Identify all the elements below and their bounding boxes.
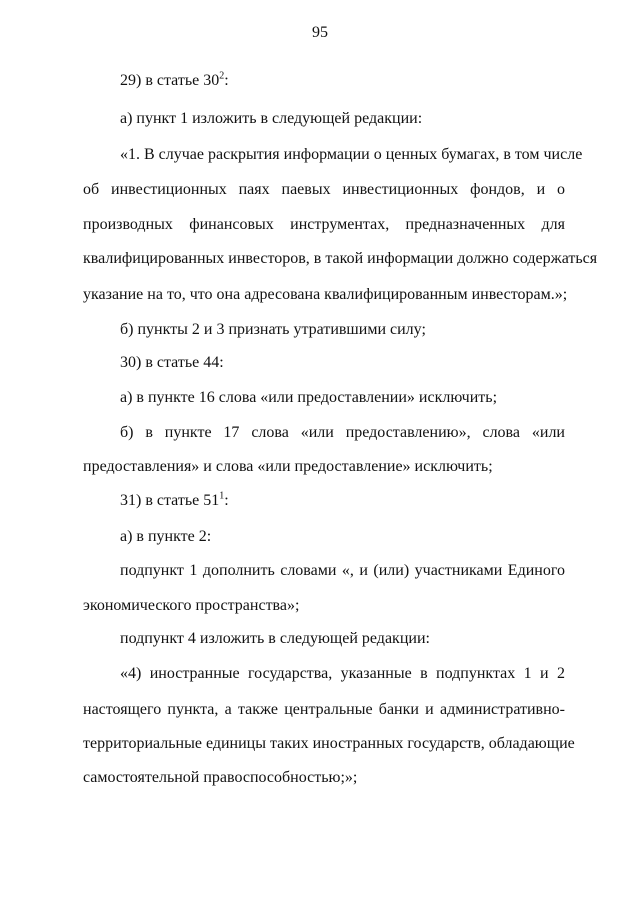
text-line: указание на то, что она адресована квалифицированным инвесторам.»; — [83, 286, 568, 303]
text-line: а) пункт 1 изложить в следующей редакции: — [120, 110, 423, 127]
text-line: об инвестиционных паях паевых инвестиционных фондов, и о — [83, 181, 565, 198]
text-line: а) в пункте 16 слова «или предоставлении» исключить; — [120, 389, 498, 406]
text-line: экономического пространства»; — [83, 597, 300, 614]
text-line: а) в пункте 2: — [120, 528, 212, 545]
text-line: «4) иностранные государства, указанные в подпунктах 1 и 2 — [120, 665, 565, 682]
text-line: подпункт 4 изложить в следующей редакции: — [120, 630, 430, 647]
text-line: «1. В случае раскрытия информации о ценных бумагах, в том числе — [120, 146, 583, 163]
text-line: настоящего пункта, а также центральные банки и административно- — [83, 701, 565, 718]
text-line: самостоятельной правоспособностью;»; — [83, 769, 358, 786]
text-line: квалифицированных инвесторов, в такой информации должно содержаться — [83, 250, 598, 267]
text-line: 31) в статье $51^1$: — [120, 490, 229, 509]
text-line: производных финансовых инструментах, предназначенных для — [83, 216, 565, 233]
text-line: подпункт 1 дополнить словами «, и (или) участниками Единого — [120, 562, 565, 579]
text-line: б) в пункте 17 слова «или предоставлению», слова «или — [120, 424, 565, 441]
text-line: 29) в статье $30^2$: — [120, 70, 229, 89]
text-line: территориальные единицы таких иностранных государств, обладающие — [83, 735, 575, 752]
text-line: 30) в статье 44: — [120, 354, 224, 371]
text-line: предоставления» и слова «или предоставление» исключить; — [83, 458, 493, 475]
text-line: б) пункты 2 и 3 признать утратившими силу; — [120, 321, 426, 338]
page-number: 95 — [312, 24, 328, 41]
